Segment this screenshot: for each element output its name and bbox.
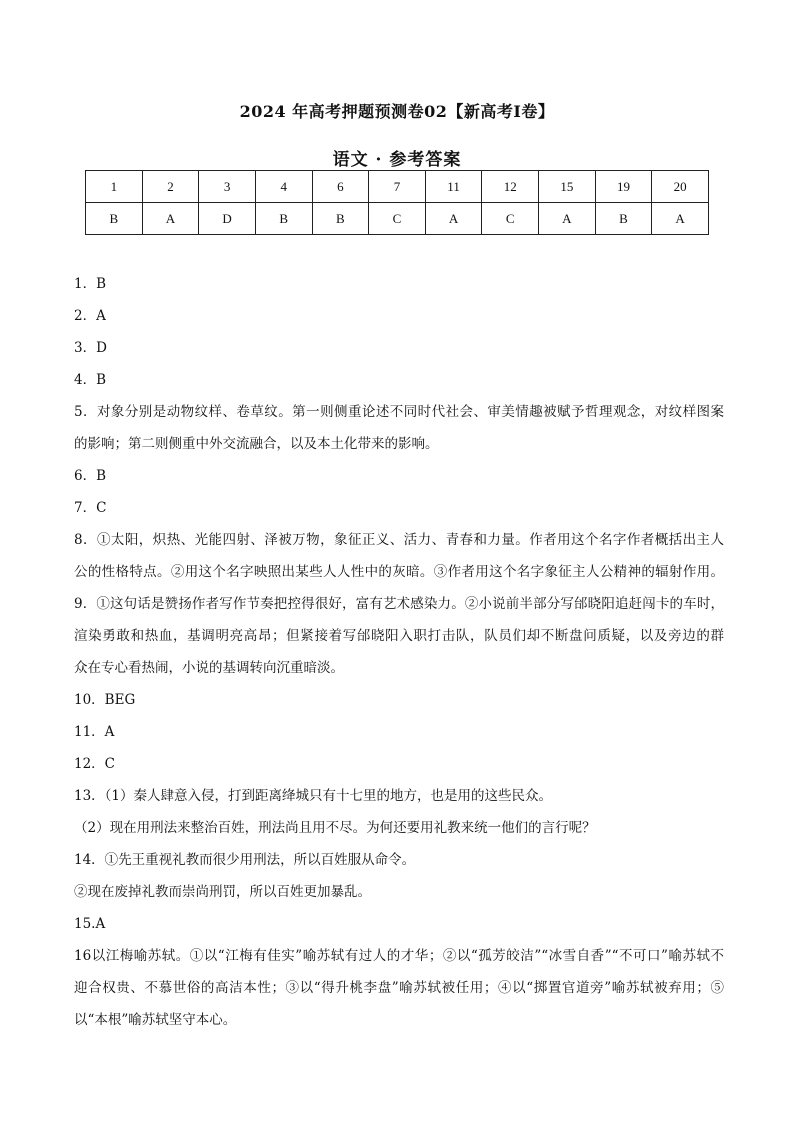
answer-line: 15.A	[74, 916, 106, 932]
answer-cell: A	[539, 203, 596, 235]
answer-cell: D	[199, 203, 256, 235]
answer-line: 10．BEG	[74, 692, 136, 708]
page-subtitle: 语文 · 参考答案	[332, 150, 462, 170]
answer-table	[85, 170, 709, 235]
answer-line: 13．（1）秦人肆意入侵，打到距离绛城只有十七里的地方，也是用的这些民众。	[74, 788, 553, 804]
answer-line: 8．①太阳，炽热、光能四射、泽被万物，象征正义、活力、青春和力量。作者用这个名字作者概括出主人	[74, 532, 724, 548]
answer-line: 6．B	[74, 468, 107, 484]
answer-line: 11．A	[74, 724, 115, 740]
page-title: 2024 年高考押题预测卷02【新高考I卷】	[239, 102, 555, 121]
answer-line: 渲染勇敢和热血，基调明亮高昂；但紧接着写邰晓阳入职打击队，队员们却不断盘问质疑，以及旁边的群	[74, 628, 724, 644]
question-number-cell: 3	[199, 171, 256, 203]
answer-cell: C	[369, 203, 426, 235]
question-number-cell: 1	[86, 171, 143, 203]
answer-line: 1．B	[74, 276, 107, 292]
answer-line: 公的性格特点。②用这个名字映照出某些人人性中的灰暗。③作者用这个名字象征主人公精神的辐射作用。	[74, 564, 724, 580]
answer-cell: B	[86, 203, 143, 235]
answer-line: （2）现在用刑法来整治百姓，刑法尚且用不尽。为何还要用礼教来统一他们的言行呢？	[74, 820, 596, 836]
answer-explanations	[74, 268, 724, 1036]
answer-line: 7．C	[74, 500, 107, 516]
answer-line: 的影响；第二则侧重中外交流融合，以及本土化带来的影响。	[74, 436, 439, 452]
answer-cell: A	[425, 203, 482, 235]
answer-cell: B	[595, 203, 652, 235]
answer-line: 5．对象分别是动物纹样、卷草纹。第一则侧重论述不同时代社会、审美情趣被赋予哲理观念，对纹样图案	[74, 404, 724, 420]
answer-line: ②现在废掉礼教而崇尚刑罚，所以百姓更加暴乱。	[74, 884, 371, 900]
question-number-cell: 15	[539, 171, 596, 203]
answer-line: 2．A	[74, 308, 106, 324]
question-number-cell: 6	[312, 171, 369, 203]
answer-cell: A	[652, 203, 709, 235]
answer-line: 迎合权贵、不慕世俗的高洁本性；③以“得升桃李盘”喻苏轼被任用；④以“掷置官道旁”喻苏轼被弃用；⑤	[74, 980, 724, 996]
question-number-cell: 19	[595, 171, 652, 203]
answer-row	[86, 203, 709, 235]
question-number-cell: 11	[425, 171, 482, 203]
answer-line: 众在专心看热闹，小说的基调转向沉重暗淡。	[74, 660, 344, 676]
question-number-cell: 20	[652, 171, 709, 203]
answer-cell: C	[482, 203, 539, 235]
answer-cell: B	[255, 203, 312, 235]
answer-cell: A	[142, 203, 199, 235]
answer-line: 3．D	[74, 340, 107, 356]
answer-line: 16以江梅喻苏轼。①以“江梅有佳实”喻苏轼有过人的才华；②以“孤芳皎洁”“冰雪自香”“不可口”喻苏轼不	[74, 948, 724, 964]
answer-line: 12．C	[74, 756, 116, 772]
question-number-cell: 12	[482, 171, 539, 203]
question-number-cell: 4	[255, 171, 312, 203]
question-number-row	[86, 171, 709, 203]
question-number-cell: 7	[369, 171, 426, 203]
answer-line: 9．①这句话是赞扬作者写作节奏把控得很好，富有艺术感染力。②小说前半部分写邰晓阳追赶闯卡的车时，	[74, 596, 724, 612]
answer-line: 14．①先王重视礼教而很少用刑法，所以百姓服从命令。	[74, 852, 416, 868]
answer-line: 4．B	[74, 372, 107, 388]
answer-cell: B	[312, 203, 369, 235]
question-number-cell: 2	[142, 171, 199, 203]
answer-line: 以“本根”喻苏轼坚守本心。	[74, 1012, 237, 1028]
